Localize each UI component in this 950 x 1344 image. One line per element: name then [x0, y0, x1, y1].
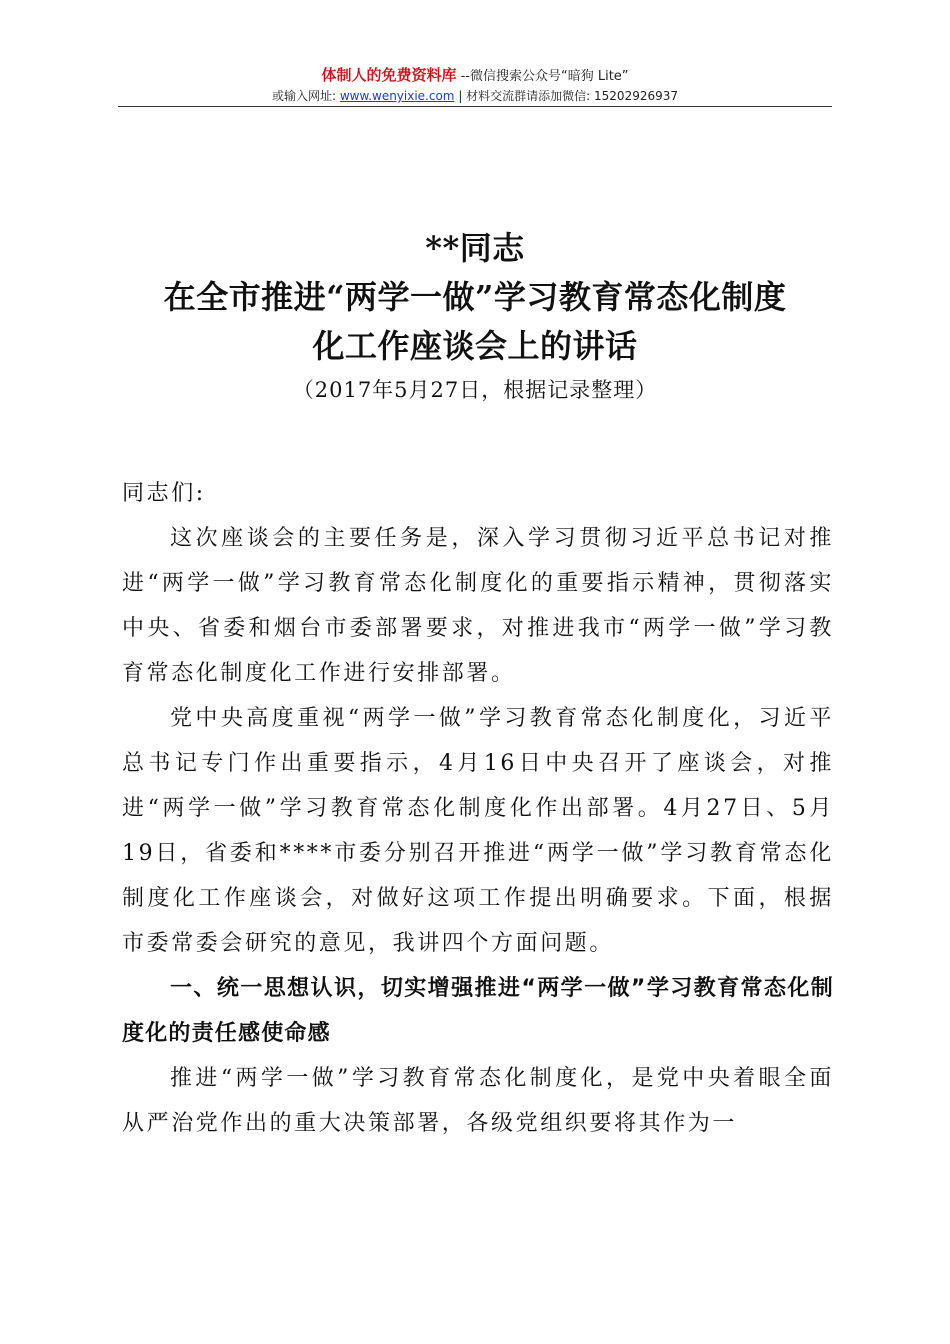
paragraph-1: 这次座谈会的主要任务是，深入学习贯彻习近平总书记对推进“两学一做”学习教育常态化制度化的重要指示精神，贯彻落实中央、省委和烟台市委部署要求，对推进我市“两学一做”学习教育常态化制度化工作进行安排部署。: [122, 526, 834, 686]
header-contact: | 材料交流群请添加微信: 15202926937: [454, 89, 679, 103]
title-line-2: 在全市推进“两学一做”学习教育常态化制度: [163, 278, 787, 316]
paragraph-3: 推进“两学一做”学习教育常态化制度化，是党中央着眼全面从严治党作出的重大决策部署，各级党组织要将其作为一: [122, 1066, 834, 1136]
title-line-1: **同志: [425, 229, 525, 267]
document-title-block: [100, 224, 850, 407]
header-url-link[interactable]: www.wenyixie.com: [339, 89, 455, 103]
page-header: [0, 66, 950, 105]
header-line-1: [0, 66, 950, 86]
header-url-prefix: 或输入网址:: [271, 89, 340, 103]
section-heading-1: 一、统一思想认识，切实增强推进“两学一做”学习教育常态化制度化的责任感使命感: [122, 976, 834, 1046]
salutation: 同志们:: [122, 481, 206, 506]
header-brand: 体制人的免费资料库: [321, 66, 457, 84]
header-tagline: --微信搜索公众号“暗狗 Lite”: [456, 69, 629, 84]
document-subtitle: （2017年5月27日，根据记录整理）: [292, 378, 658, 402]
document-body: [122, 471, 834, 1146]
header-divider: [118, 106, 832, 107]
title-line-3: 化工作座谈会上的讲话: [312, 327, 638, 365]
paragraph-2: 党中央高度重视“两学一做”学习教育常态化制度化，习近平总书记专门作出重要指示，4月16日中央召开了座谈会，对推进“两学一做”学习教育常态化制度化作出部署。4月27日、5月19日，省委和****市委分别召开推进“两学一做”学习教育常态化制度化工作座谈会，对做好这项工作提出明确要求。下面，根据市委常委会研究的意见，我讲四个方面问题。: [122, 706, 834, 956]
header-line-2: [0, 88, 950, 105]
